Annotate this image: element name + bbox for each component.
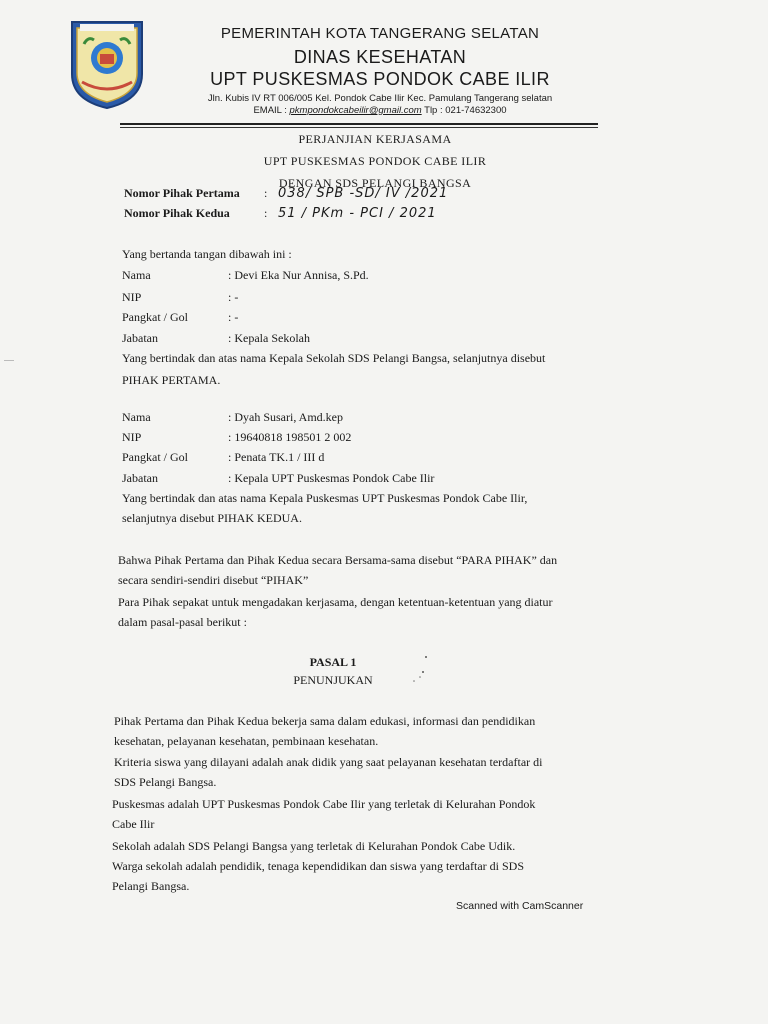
email-link[interactable]: pkmpondokcabeilir@gmail.com [289,105,422,116]
pihak1-desc-line1: Yang bertindak dan atas nama Kepala Sekolah SDS Pelangi Bangsa, selanjutnya disebut [122,351,546,365]
city-emblem-logo [66,16,148,112]
pihak1-desc-line2: PIHAK PERTAMA. [122,373,221,387]
phone-number: Tlp : 021-74632300 [424,105,507,116]
nomor-pihak-pertama: Nomor Pihak Pertama : 038/ SPB -SD/ IV /2021 [124,186,449,201]
nomor-kedua-value: 51 / PKm - PCI / 2021 [278,206,437,221]
title-line-2: UPT PUSKESMAS PONDOK CABE ILIR [263,154,487,168]
letterhead-address: Jln. Kubis IV RT 006/005 Kel. Pondok Cabe Ilir Kec. Pamulang Tangerang selatan [207,93,553,104]
pasal1-line2: kesehatan, pelayanan kesehatan, pembinaan kesehatan. [114,734,379,748]
pasal1-line4: SDS Pelangi Bangsa. [114,775,217,789]
pasal1-line9: Pelangi Bangsa. [112,879,190,893]
letterhead-unit: UPT PUSKESMAS PONDOK CABE ILIR [210,69,550,89]
scanner-watermark: Scanned with CamScanner [456,900,584,912]
intro-text: Yang bertanda tangan dibawah ini : [122,247,292,261]
pihak2-nama: Nama : Dyah Susari, Amd.kep [122,410,343,424]
email-label: EMAIL : [253,105,287,116]
scan-edge-mark [4,360,14,361]
title-line-3: DENGAN SDS PELANGI BANGSA [278,176,472,190]
agreement-title [200,128,550,194]
letterhead [150,24,610,117]
pihak1-jabatan: Jabatan : Kepala Sekolah [122,331,310,345]
scan-specks [410,655,434,685]
pasal1-line8: Warga sekolah adalah pendidik, tenaga kependidikan dan siswa yang terdaftar di SDS [112,859,525,873]
pasal1-line1: Pihak Pertama dan Pihak Kedua bekerja sama dalam edukasi, informasi dan pendidikan [114,714,536,728]
nomor-pertama-label: Nomor Pihak Pertama [124,186,240,200]
pihak2-desc-line2: selanjutnya disebut PIHAK KEDUA. [122,511,302,525]
nomor-pertama-value: 038/ SPB -SD/ IV /2021 [278,186,449,201]
pihak1-pangkat: Pangkat / Gol : - [122,310,239,324]
letterhead-contact [150,105,610,117]
para-pihak-line4: dalam pasal-pasal berikut : [118,615,247,629]
pasal1-line6: Cabe Ilir [112,817,155,831]
para-pihak-line3: Para Pihak sepakat untuk mengadakan kerjasama, dengan ketentuan-ketentuan yang diatur [118,595,553,609]
nomor-kedua-label: Nomor Pihak Kedua [124,206,230,220]
pasal1-heading: PASAL 1 [309,655,357,669]
pasal1-line3: Kriteria siswa yang dilayani adalah anak didik yang saat pelayanan kesehatan terdaftar di [114,755,543,769]
letterhead-department: DINAS KESEHATAN [293,47,467,67]
pihak1-nama: Nama : Devi Eka Nur Annisa, S.Pd. [122,268,369,282]
letterhead-rule-thick [120,123,598,125]
para-pihak-line2: secara sendiri-sendiri disebut “PIHAK” [118,573,309,587]
pihak2-jabatan: Jabatan : Kepala UPT Puskesmas Pondok Cabe Ilir [122,471,435,485]
pihak1-nip: NIP : - [122,290,239,304]
pihak2-pangkat: Pangkat / Gol : Penata TK.1 / III d [122,450,325,464]
pasal1-line7: Sekolah adalah SDS Pelangi Bangsa yang terletak di Kelurahan Pondok Cabe Udik. [112,839,516,853]
title-line-1: PERJANJIAN KERJASAMA [298,132,452,146]
para-pihak-line1: Bahwa Pihak Pertama dan Pihak Kedua secara Bersama-sama disebut “PARA PIHAK” dan [118,553,558,567]
pihak2-nip: NIP : 19640818 198501 2 002 [122,430,352,444]
pasal1-subheading: PENUNJUKAN [293,673,373,687]
pasal1-line5: Puskesmas adalah UPT Puskesmas Pondok Cabe Ilir yang terletak di Kelurahan Pondok [112,797,536,811]
nomor-pihak-kedua: Nomor Pihak Kedua : 51 / PKm - PCI / 2021 [124,206,437,221]
pihak2-desc-line1: Yang bertindak dan atas nama Kepala Puskesmas UPT Puskesmas Pondok Cabe Ilir, [122,491,528,505]
letterhead-government: PEMERINTAH KOTA TANGERANG SELATAN [220,25,540,42]
